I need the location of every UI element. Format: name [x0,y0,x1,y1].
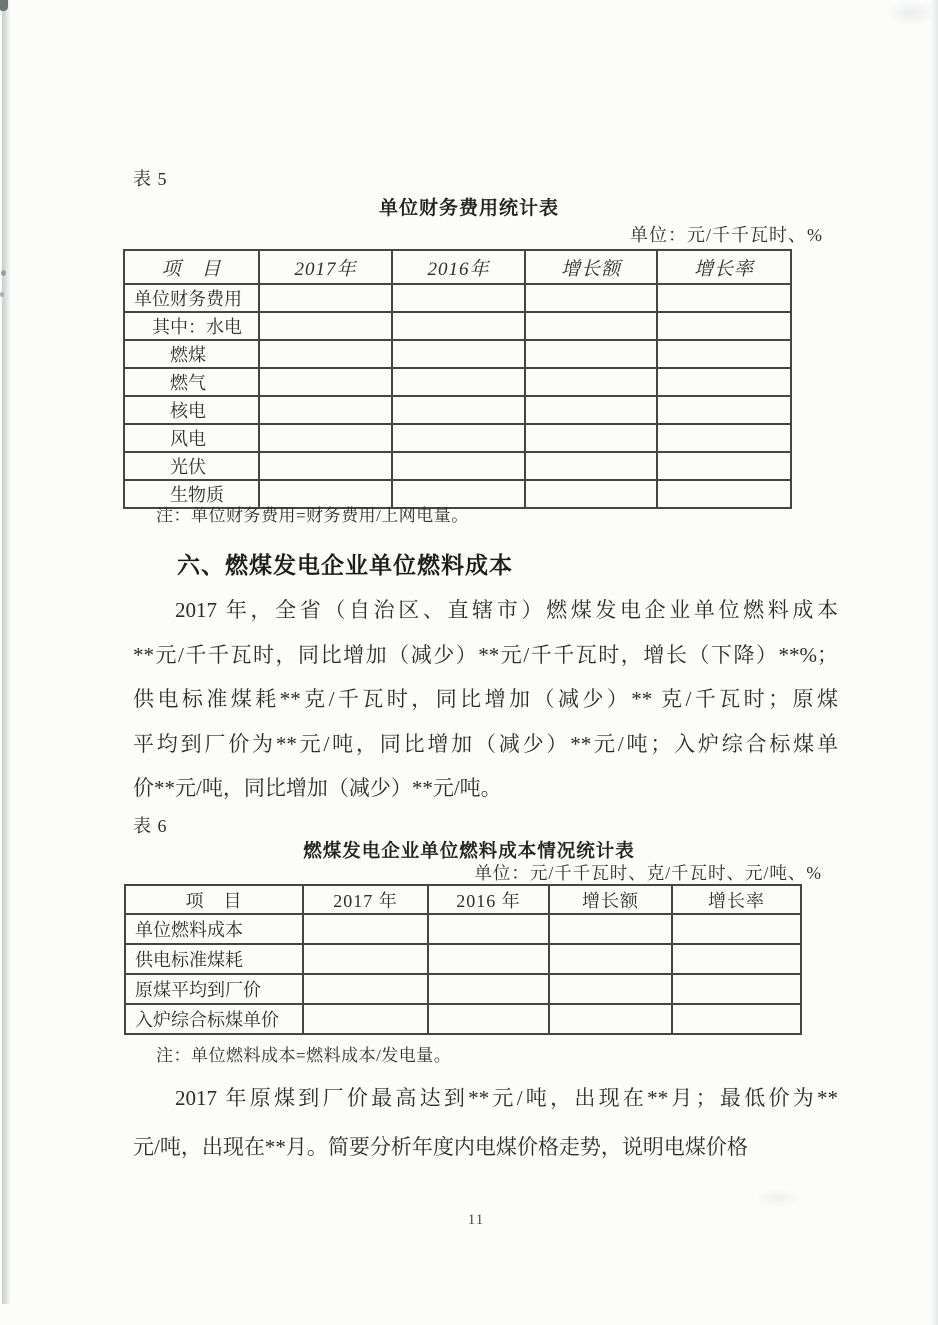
table6-row [125,914,801,944]
table5-empty-cell-delta [525,424,657,452]
table5-footnote: 注：单位财务费用=财务费用/上网电量。 [156,506,469,525]
table5-row [124,340,791,368]
table5-header-row [124,250,791,284]
table6-empty-cell-2017 [303,974,428,1004]
table5-row [124,452,791,480]
table5-empty-cell-2016 [392,368,525,396]
table6-header [125,885,801,914]
table5 [123,249,792,509]
table5-row-label: 光伏 [124,452,259,480]
table5-empty-cell-2016 [392,424,525,452]
table5-row [124,284,791,312]
table5-empty-cell-2017 [259,312,392,340]
table6-empty-cell-2016 [428,914,549,944]
page-number: 11 [467,1212,485,1228]
table5-empty-cell-2016 [392,396,525,424]
table6-column-header: 2016 年 [428,885,549,914]
table5-empty-cell-2017 [259,424,392,452]
table5-empty-cell-2017 [259,452,392,480]
scan-smudge [886,0,936,26]
table5-empty-cell-2016 [392,452,525,480]
table5-title: 单位财务费用统计表 [378,198,559,219]
table6-empty-cell-rate [672,1004,801,1034]
table6-row-label: 入炉综合标煤单价 [125,1004,303,1034]
table5-empty-cell-delta [525,396,657,424]
table6-label: 表 6 [133,816,168,836]
section-paragraph [133,588,838,811]
table6-empty-cell-rate [672,944,801,974]
table5-column-header: 增长率 [657,250,791,284]
table5-row-label: 燃气 [124,368,259,396]
table6-header-row [125,885,801,914]
table5-column-header: 项 目 [124,250,259,284]
paragraph-line: 元/吨，出现在**月。简要分析年度内电煤价格走势，说明电煤价格 [133,1135,748,1159]
scan-smudge [756,1188,800,1208]
table5-empty-cell-rate [657,424,791,452]
table5-empty-cell-rate [657,340,791,368]
paragraph-line: 价**元/吨，同比增加（减少）**元/吨。 [133,776,502,800]
table6-empty-cell-delta [549,944,672,974]
scan-speck [0,292,4,297]
table6-empty-cell-rate [672,914,801,944]
table5-empty-cell-delta [525,284,657,312]
table5-column-header: 2017年 [259,250,392,284]
table5-row [124,368,791,396]
table6-column-header: 项 目 [125,885,303,914]
table5-empty-cell-rate [657,284,791,312]
table5-empty-cell-2016 [392,312,525,340]
table5-row-label: 燃煤 [124,340,259,368]
table5-empty-cell-2016 [392,340,525,368]
section-heading: 六、燃煤发电企业单位燃料成本 [177,552,513,578]
table6-empty-cell-2017 [303,944,428,974]
scan-speck [1,270,6,276]
table6-empty-cell-2016 [428,974,549,1004]
table5-row-label: 其中：水电 [124,312,259,340]
table5-empty-cell-rate [657,480,791,508]
table6-empty-cell-delta [549,914,672,944]
table6-footnote: 注：单位燃料成本=燃料成本/发电量。 [156,1046,452,1065]
table5-empty-cell-delta [525,480,657,508]
table6-row [125,1004,801,1034]
table6-empty-cell-rate [672,974,801,1004]
table5-empty-cell-2017 [259,396,392,424]
table6 [124,884,802,1035]
scan-corner-mark [0,0,8,11]
table6-column-header: 增长额 [549,885,672,914]
table5-row [124,312,791,340]
table6-row [125,974,801,1004]
table6-empty-cell-delta [549,1004,672,1034]
table6-unit-note: 单位：元/千千瓦时、克/千瓦时、元/吨、% [474,863,822,883]
table5-column-header: 2016年 [392,250,525,284]
table5-empty-cell-rate [657,452,791,480]
table6-row-label: 单位燃料成本 [125,914,303,944]
table6-row-label: 原煤平均到厂价 [125,974,303,1004]
table6-column-header: 2017 年 [303,885,428,914]
table5-row [124,396,791,424]
paragraph-line: 2017 年，全省（自治区、直辖市）燃煤发电企业单位燃料成本 [175,598,838,622]
closing-paragraph [133,1074,838,1172]
table5-header [124,250,791,284]
table5-column-header: 增长额 [525,250,657,284]
table6-title: 燃煤发电企业单位燃料成本情况统计表 [303,840,635,861]
table5-empty-cell-2017 [259,284,392,312]
table6-body [125,914,801,1034]
table5-empty-cell-2017 [259,340,392,368]
paragraph-line: **元/千千瓦时，同比增加（减少）**元/千千瓦时，增长（下降）**%； [133,642,838,667]
table6-empty-cell-delta [549,974,672,1004]
paragraph-line: 供电标准煤耗**克/千瓦时，同比增加（减少）** 克/千瓦时；原煤 [133,687,838,711]
table6-column-header: 增长率 [672,885,801,914]
table5-empty-cell-delta [525,368,657,396]
table6-empty-cell-2017 [303,914,428,944]
table5-empty-cell-2016 [392,284,525,312]
table6-row [125,944,801,974]
table5-row-label: 核电 [124,396,259,424]
table5-empty-cell-rate [657,396,791,424]
table5-empty-cell-2017 [259,368,392,396]
table5-row [124,424,791,452]
table6-empty-cell-2017 [303,1004,428,1034]
table5-row-label: 单位财务费用 [124,284,259,312]
paragraph-line: 平均到厂价为**元/吨，同比增加（减少）**元/吨；入炉综合标煤单 [133,731,838,756]
table6-row-label: 供电标准煤耗 [125,944,303,974]
table5-empty-cell-delta [525,452,657,480]
table5-empty-cell-rate [657,312,791,340]
table5-unit-note: 单位：元/千千瓦时、% [630,225,823,245]
table5-empty-cell-delta [525,340,657,368]
table5-row-label: 生物质 [124,480,259,508]
table5-label: 表 5 [133,169,168,189]
table6-empty-cell-2016 [428,944,549,974]
table5-empty-cell-rate [657,368,791,396]
paragraph-line: 2017 年原煤到厂价最高达到**元/吨，出现在**月；最低价为** [175,1086,838,1110]
table5-empty-cell-delta [525,312,657,340]
table5-body [124,284,791,508]
table6-empty-cell-2016 [428,1004,549,1034]
table5-row-label: 风电 [124,424,259,452]
